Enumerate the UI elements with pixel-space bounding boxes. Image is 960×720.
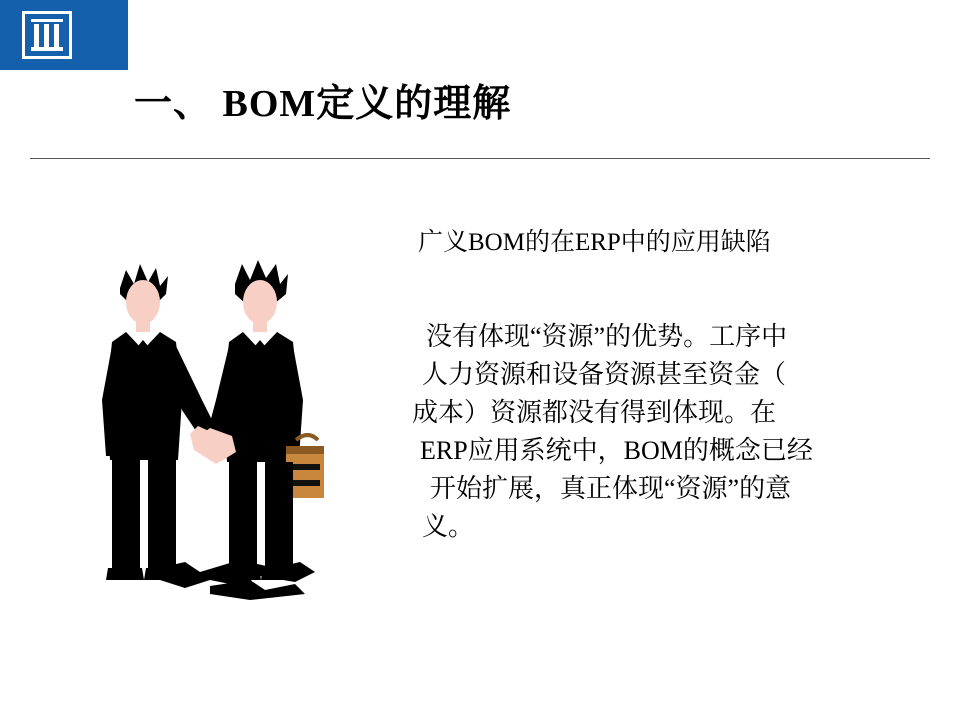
title-divider [30,158,930,159]
body-line: ERP应用系统中，BOM的概念已经 [420,436,813,465]
page-title: 一、 BOM定义的理解 [134,83,512,125]
body-line: 人力资源和设备资源甚至资金（ [422,360,787,389]
logo-column-3 [54,24,59,48]
body-line: 义。 [422,512,475,541]
bank-building-logo-icon [22,11,72,59]
two-businessmen-handshake-clipart [90,250,360,630]
subheading: 广义BOM的在ERP中的应用缺陷 [418,229,771,256]
body-line: 成本）资源都没有得到体现。在 [412,398,777,427]
logo-top-bar [31,19,63,22]
logo-block [0,0,128,70]
body-line: 开始扩展，真正体现“资源”的意 [430,474,792,503]
logo-base-bar [31,47,63,51]
logo-column-2 [44,24,49,48]
body-paragraph [412,318,922,546]
body-line: 没有体现“资源”的优势。工序中 [426,322,788,351]
logo-column-1 [34,24,39,48]
